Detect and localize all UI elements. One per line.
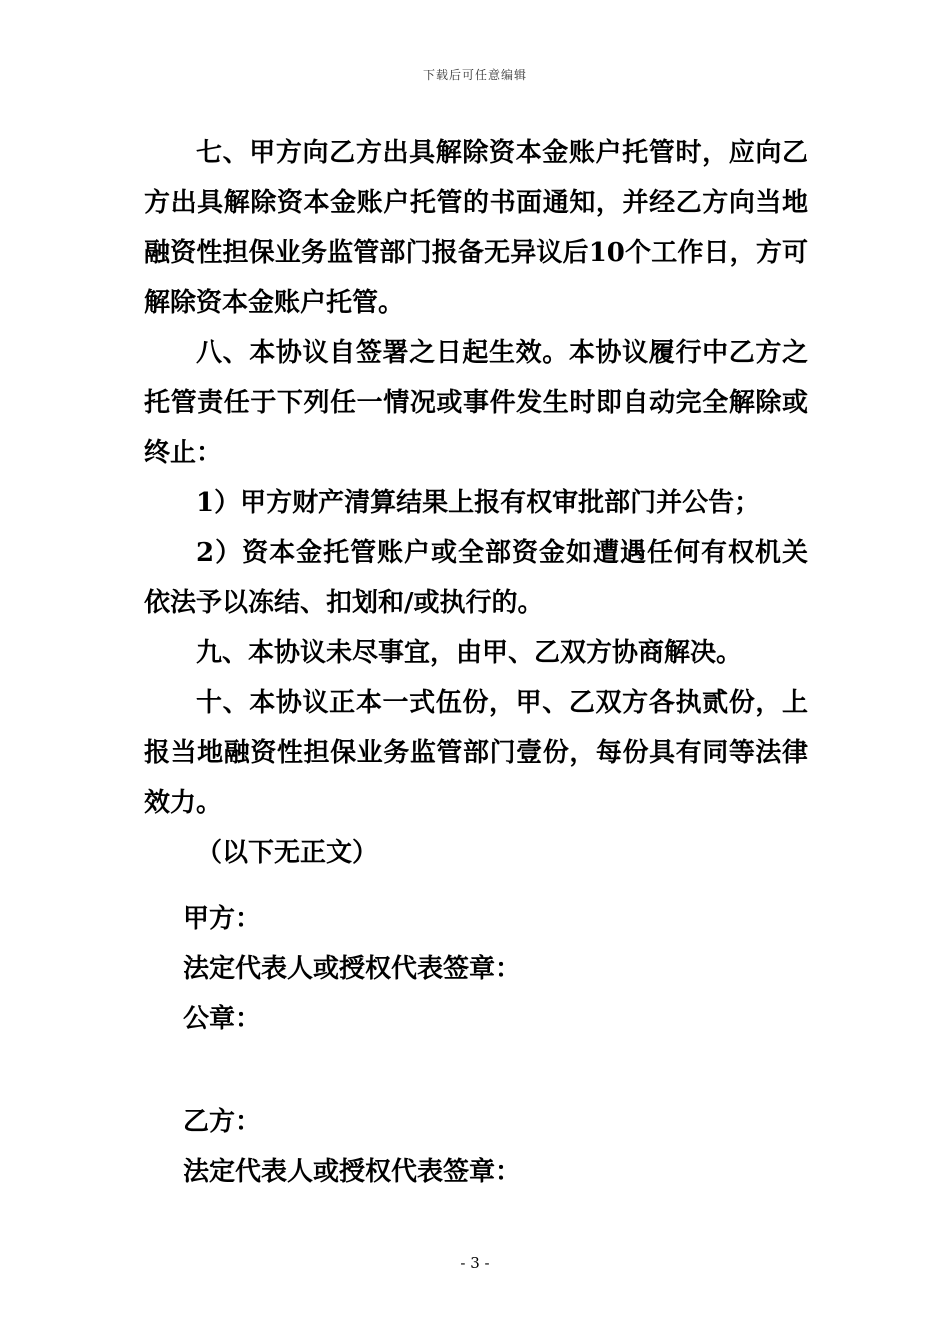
clause-9: 九、本协议未尽事宜，由甲、乙双方协商解决。 <box>196 638 743 668</box>
clause-8-item-1: 1）甲方财产清算结果上报有权审批部门并公告； <box>196 488 761 518</box>
party-a-signature-block <box>183 894 803 1044</box>
header-note: 下载后可任意编辑 <box>422 68 527 82</box>
clause-8-item-2: 2）资本金托管账户或全部资金如遭遇任何有权机关依法予以冻结、扣划和/或执行的。 <box>144 538 808 618</box>
clause-7: 七、甲方向乙方出具解除资本金账户托管时，应向乙方出具解除资本金账户托管的书面通知，并经乙方向当地融资性担保业务监管部门报备无异议后10个工作日，方可解除资本金账户托管。 <box>144 138 808 318</box>
clause-8: 八、本协议自签署之日起生效。本协议履行中乙方之托管责任于下列任一情况或事件发生时即自动完全解除或终止： <box>144 338 808 468</box>
party-a-label: 甲方： <box>183 904 262 934</box>
party-b-label: 乙方： <box>183 1107 262 1137</box>
party-b-signature-label: 法定代表人或授权代表签章： <box>183 1157 522 1187</box>
party-a-signature-label: 法定代表人或授权代表签章： <box>183 954 522 984</box>
page-number: - 3 - <box>460 1254 490 1272</box>
party-b-signature-block <box>183 1097 803 1197</box>
party-a-seal-label: 公章： <box>183 1004 262 1034</box>
agreement-body <box>144 128 808 878</box>
clause-10: 十、本协议正本一式伍份，甲、乙双方各执贰份，上报当地融资性担保业务监管部门壹份，每份具有同等法律效力。 <box>144 688 808 818</box>
end-of-text-note: （以下无正文） <box>196 838 379 868</box>
